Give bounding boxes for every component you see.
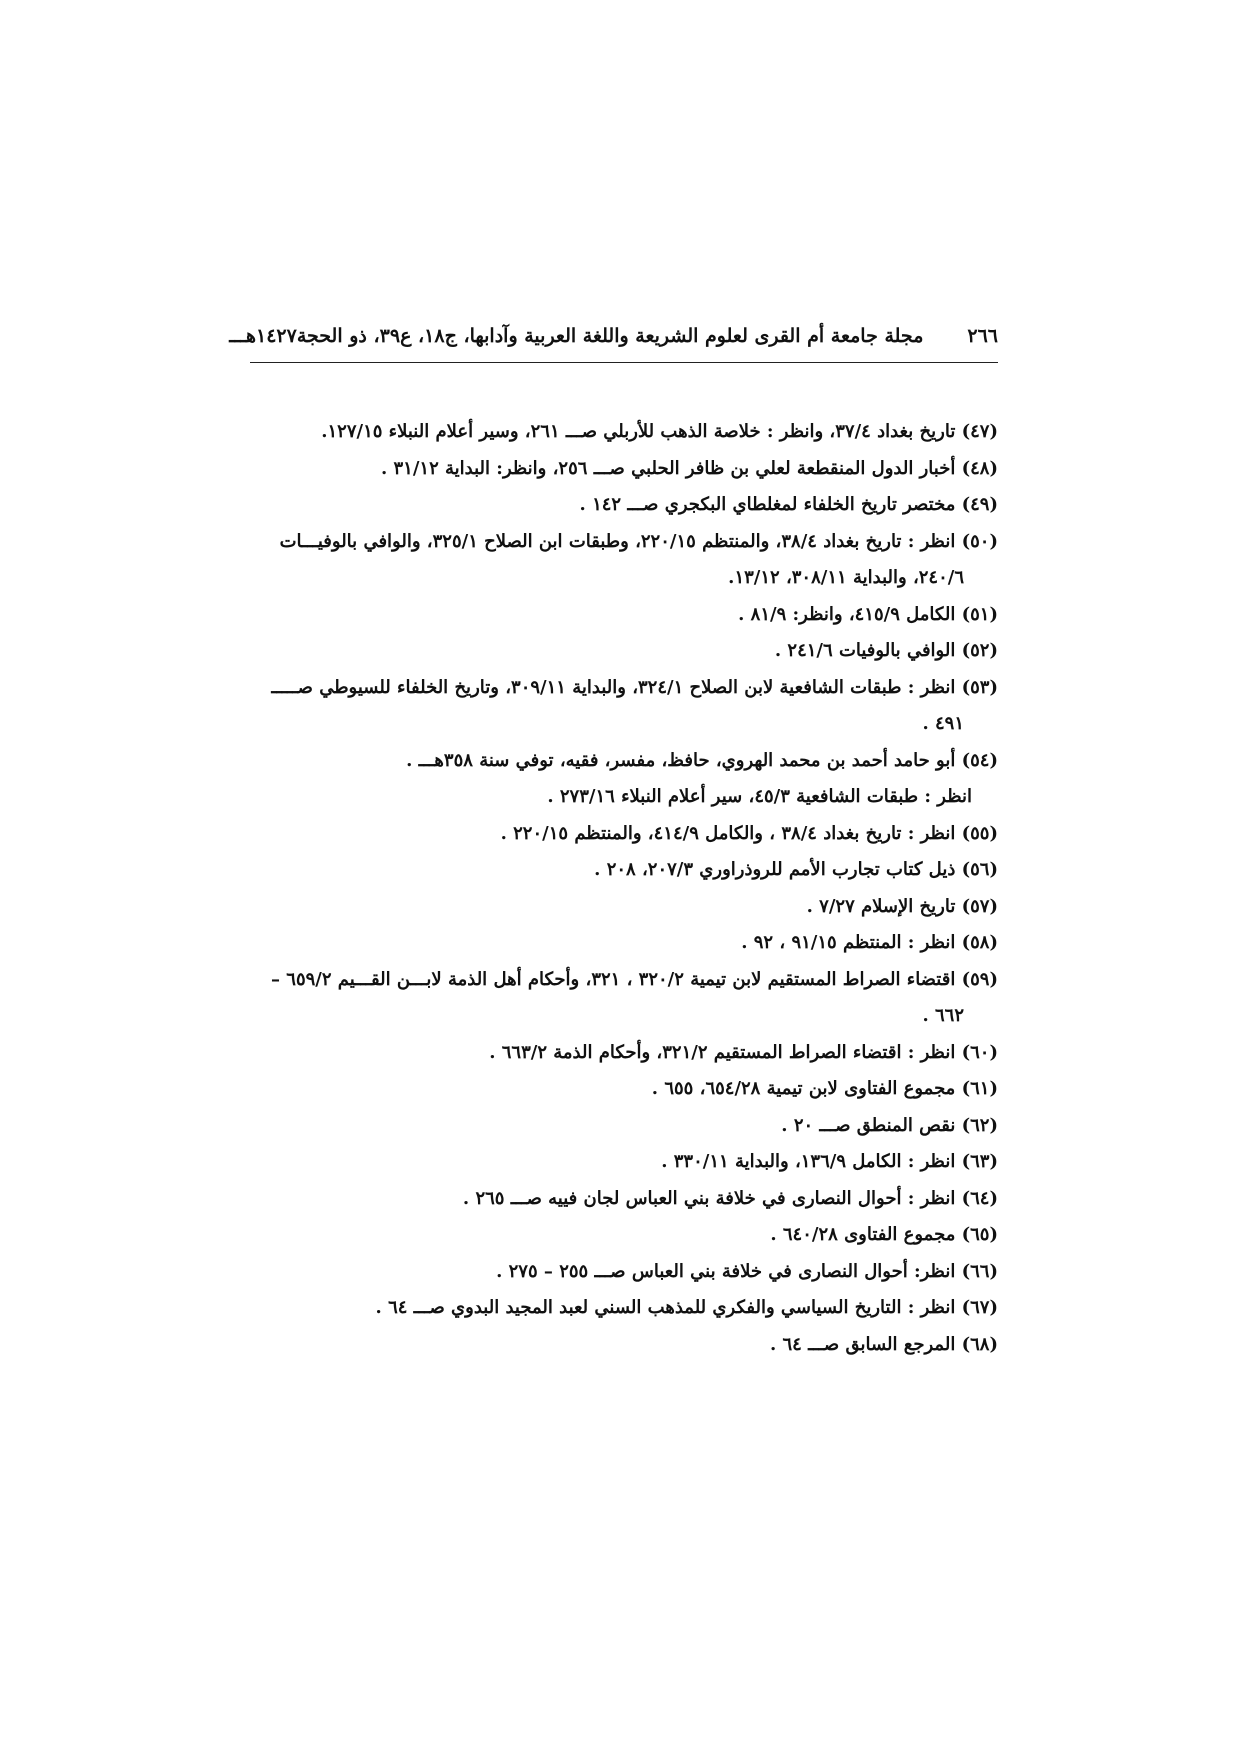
footnote-item: (٥٨) انظر : المنتظم ٩١/١٥ ، ٩٢ . <box>741 932 998 953</box>
footnote-item: (٦١) مجموع الفتاوى لابن تيمية ٦٥٤/٢٨، ٦٥٥ . <box>651 1078 998 1099</box>
footnote-item: (٦٣) انظر : الكامل ١٣٦/٩، والبداية ٣٣٠/١١ . <box>661 1151 998 1172</box>
footnote-item: (٥٧) تاريخ الإسلام ٧/٢٧ . <box>806 895 998 917</box>
running-header <box>229 316 998 356</box>
footnote-item: (٥٢) الوافي بالوفيات ٢٤١/٦ . <box>774 640 998 661</box>
footnote-item: (٦٢) نقص المنطق صـــ ٢٠ . <box>781 1114 998 1136</box>
footnote-item: (٦٤) انظر : أحوال النصارى في خلافة بني العباس لجان فييه صـــ ٢٦٥ . <box>462 1187 998 1209</box>
footnote-continuation: ٦٦٢ . <box>922 1005 964 1026</box>
footnote-item: (٦٧) انظر : التاريخ السياسي والفكري للمذهب السني لعبد المجيد البدوي صـــ ٦٤ . <box>375 1297 998 1318</box>
footnote-item: (٦٨) المرجع السابق صـــ ٦٤ . <box>769 1333 998 1355</box>
footnote-item: (٤٨) أخبار الدول المنقطعة لعلي بن ظافر الحلبي صـــ ٢٥٦، وانظر: البداية ٣١/١٢ . <box>380 457 998 479</box>
journal-title: مجلة جامعة أم القرى لعلوم الشريعة واللغة العربية وآدابها، ج١٨، ع٣٩، ذو الحجة١٤٢٧هـــ <box>229 325 924 347</box>
footnote-item: (٥٠) انظر : تاريخ بغداد ٣٨/٤، والمنتظم ٢٢٠/١٥، وطبقات ابن الصلاح ٣٢٥/١، والوافي بالوفيـــات <box>279 530 998 552</box>
footnotes-list <box>240 414 998 1363</box>
footnote-item: (٦٠) انظر : اقتضاء الصراط المستقيم ٣٢١/٢، وأحكام الذمة ٦٦٣/٢ . <box>489 1041 998 1063</box>
footnote-item: (٥١) الكامل ٤١٥/٩، وانظر: ٨١/٩ . <box>738 603 998 625</box>
footnote-item: (٥٣) انظر : طبقات الشافعية لابن الصلاح ٣٢٤/١، والبداية ٣٠٩/١١، وتاريخ الخلفاء للسيوطي صـــــ <box>271 676 998 698</box>
footnote-subline: انظر : طبقات الشافعية ٤٥/٣، سير أعلام النبلاء ٢٧٣/١٦ . <box>547 786 972 807</box>
header-divider <box>250 362 998 363</box>
page-number: ٢٦٦ <box>967 325 998 347</box>
footnote-item: (٥٥) انظر : تاريخ بغداد ٣٨/٤ ، والكامل ٤١٤/٩، والمنتظم ٢٢٠/١٥ . <box>500 822 998 844</box>
footnote-item: (٥٤) أبو حامد أحمد بن محمد الهروي، حافظ، مفسر، فقيه، توفي سنة ٣٥٨هـــ . <box>406 749 998 771</box>
footnote-item: (٤٩) مختصر تاريخ الخلفاء لمغلطاي البكجري صـــ ١٤٢ . <box>579 494 998 515</box>
footnote-continuation: ٤٩١ . <box>922 713 964 734</box>
footnote-continuation: ٢٤٠/٦، والبداية ٣٠٨/١١، ١٣/١٢. <box>728 567 964 588</box>
footnote-item: (٦٥) مجموع الفتاوى ٦٤٠/٢٨ . <box>770 1224 998 1245</box>
footnote-item: (٥٦) ذيل كتاب تجارب الأمم للروذراوري ٢٠٧/٣، ٢٠٨ . <box>594 859 998 880</box>
footnote-item: (٦٦) انظر: أحوال النصارى في خلافة بني العباس صـــ ٢٥٥ – ٢٧٥ . <box>496 1260 998 1282</box>
footnote-item: (٥٩) اقتضاء الصراط المستقيم لابن تيمية ٣٢٠/٢ ، ٣٢١، وأحكام أهل الذمة لابـــن القـــيم ٦٥٩/٢ – <box>271 968 998 990</box>
footnote-item: (٤٧) تاريخ بغداد ٣٧/٤، وانظر : خلاصة الذهب للأربلي صـــ ٢٦١، وسير أعلام النبلاء ١٢٧/١٥. <box>321 421 998 442</box>
